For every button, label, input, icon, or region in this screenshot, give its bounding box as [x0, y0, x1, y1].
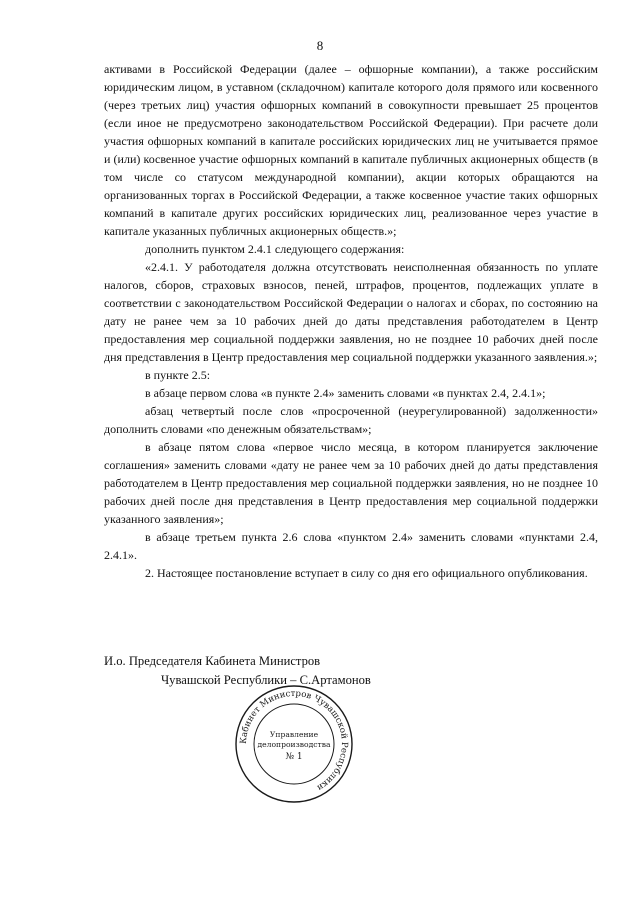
document-body [104, 60, 598, 582]
stamp-ring-text: Кабинет Министров Чувашской Республики [238, 688, 350, 793]
paragraph: дополнить пунктом 2.4.1 следующего содержания: [145, 242, 405, 256]
paragraph: «2.4.1. У работодателя должна отсутствовать неисполненная обязанность по уплате налогов, сборов, страховых взносов, пеней, штрафов, процентов, подлежащих уплате в соответствии с законодательством Российской Федерации о налогах и сборах, по состоянию на дату не ранее чем за 10 рабочих дней до даты представления работодателем в Центр предоставления мер социальной поддержки заявления, но не позднее 10 рабочих дней после дня представления в Центр предоставления мер социальной поддержки указанного заявления.»; [104, 260, 598, 364]
paragraph: в абзаце третьем пункта 2.6 слова «пунктом 2.4» заменить словами «пунктами 2.4, 2.4.1». [104, 530, 598, 562]
page-number: 8 [316, 38, 324, 53]
paragraph: абзац четвертый после слов «просроченной (неурегулированной) задолженности» дополнить словами «по денежным обязательствам»; [104, 404, 598, 436]
stamp-line-3: № 1 [285, 752, 303, 762]
paragraph: активами в Российской Федерации (далее – офшорные компании), а также российским юридическим лицом, в уставном (складочном) капитале которого доля прямого или косвенного (через третьих лиц) участия офшорных компаний в совокупности превышает 25 процентов (если иное не предусмотрено законодательством Российской Федерации). При расчете доли участия офшорных компаний в капитале российских юридических лиц не учитывается прямое и (или) косвенное участие офшорных компаний в капитале публичных акционерных обществ (в том числе со статусом международной компании), акции которых обращаются на организованных торгах в Российской Федерации, а также косвенное участие таких офшорных компаний в капитале других российских юридических лиц, реализованное через участие в капитале указанных публичных акционерных обществ.»; [104, 62, 598, 238]
stamp-line-1: Управление [269, 730, 319, 739]
stamp-line-2: делопроизводства [257, 740, 331, 749]
official-stamp [232, 682, 356, 806]
paragraph: в пункте 2.5: [145, 368, 211, 382]
signatory-name: Чувашской Республики – С.Артамонов [161, 672, 371, 687]
paragraph: в абзаце первом слова «в пункте 2.4» заменить словами «в пунктах 2.4, 2.4.1»; [145, 386, 546, 400]
paragraph: 2. Настоящее постановление вступает в силу со дня его официального опубликования. [145, 566, 588, 580]
signatory-title: И.о. Председателя Кабинета Министров [104, 654, 321, 668]
paragraph: в абзаце пятом слова «первое число месяца, в котором планируется заключение соглашения» заменить словами «дату не ранее чем за 10 рабочих дней до даты представления работодателем в Центр предоставления мер социальной поддержки заявления, но не позднее 10 рабочих дней после дня представления в Центр предоставления мер социальной поддержки указанного заявления»; [104, 440, 598, 526]
